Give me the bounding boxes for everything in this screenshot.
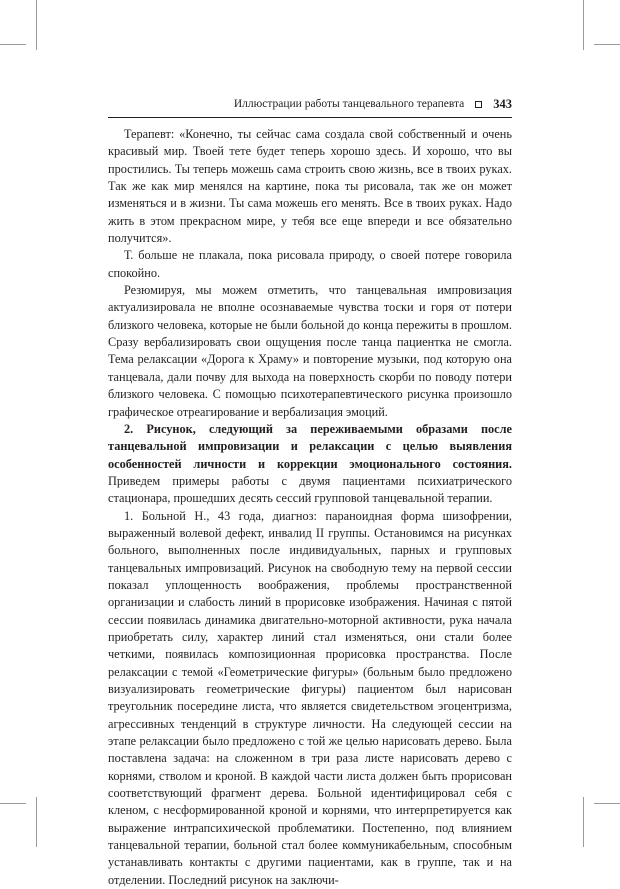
running-head <box>108 93 512 115</box>
paragraph-text: Резюмируя, мы можем отметить, что танцевальная импровизация актуализировала не вполне осознаваемые чувства тоски и горя от потери близкого человека, которые не были больной до конца пережиты в прошлом. Сразу вербализировать свои ощущения после танца пациентка не смогла. Тема релаксации «Дорога к Храму» и повторение музыки, под которую она танцевала, дали почву для выхода на поверхность скорби по поводу потери близкого человека. С помощью психотерапевтического рисунка произошло графическое отреагирование и вербализация эмоций. <box>108 283 512 419</box>
crop-mark <box>36 0 37 50</box>
paragraph <box>108 247 512 282</box>
crop-mark <box>583 0 584 50</box>
crop-mark <box>0 44 26 45</box>
paragraph-text: Терапевт: «Конечно, ты сейчас сама создала свой собственный и очень красивый мир. Твоей тете будет теперь хорошо здесь. И хорошо, что вы простились. Ты теперь можешь сама строить свою жизнь, все в твоих руках. Так же как мир менялся на картине, пока ты рисовала, так же он может изменяться и в жизни. Ты сама можешь его менять. Все в твоих руках. Надо жить в этом прекрасном мире, у тебя все еще впереди и все обязательно получится». <box>108 127 512 246</box>
paragraph <box>108 508 512 889</box>
header-rule <box>108 117 512 118</box>
running-head-title: Иллюстрации работы танцевального терапевта <box>233 98 465 110</box>
crop-mark <box>0 803 26 804</box>
paragraph <box>108 421 512 508</box>
paragraph-text: 1. Больной Н., 43 года, диагноз: параноидная форма шизофрении, выраженный волевой дефект, инвалид II группы. Остановимся на рисунках больного, выполненных после индивидуальных, парных и групповых танцевальных импровизаций. Рисунок на свободную тему на первой сессии показал уплощенность воображения, проблемы пространственной организации и слабость линий в прорисовке изображения. Начиная с пятой сессии появилась динамика двигательно-моторной активности, рука начала приобретать силу, характер линий стал изменяться, они стали более четкими, появилась композиционная прорисовка пространства. После релаксации с темой «Геометрические фигуры» (больным было предложено визуализировать геометрические фигуры) пациентом был нарисован треугольник посередине листа, что является свидетельством эгоцентризма, агрессивных тенденций в структуре личности. На следующей сессии на этапе релаксации было предложено с той же целью нарисовать дерево. Была поставлена задача: на сложенном в три раза листе нарисовать дерево с корнями, стволом и кроной. В каждой части листа должен быть прорисован соответствующий фрагмент дерева. Больной идентифицировал себя с кленом, с несформированной кроной и корнями, что интерпретируется как выражение интрапсихической проблематики. Постепенно, под влиянием танцевальной терапии, больной стал более коммуникабельным, способным устанавливать контакты с другими пациентами, как в группе, так и на отделении. Последний рисунок на заключи- <box>108 508 512 887</box>
section-heading: 2. Рисунок, следующий за переживаемыми образами после танцевальной импровизации и релаксации с целью выявления особенностей личности и коррекции эмоционального состояния. <box>108 421 512 471</box>
crop-mark <box>36 797 37 847</box>
page-number: 343 <box>493 96 512 111</box>
paragraph-text: Т. больше не плакала, пока рисовала природу, о своей потере говорила спокойно. <box>108 248 512 280</box>
crop-mark <box>583 797 584 847</box>
crop-mark <box>594 44 620 45</box>
paragraph-text: Приведем примеры работы с двумя пациентами психиатрического стационара, прошедших десять сессий групповой танцевальной терапии. <box>108 473 512 506</box>
crop-mark <box>594 803 620 804</box>
paragraph <box>108 282 512 421</box>
square-bullet-icon <box>475 101 482 108</box>
paragraph <box>108 126 512 247</box>
body-text <box>108 126 512 889</box>
